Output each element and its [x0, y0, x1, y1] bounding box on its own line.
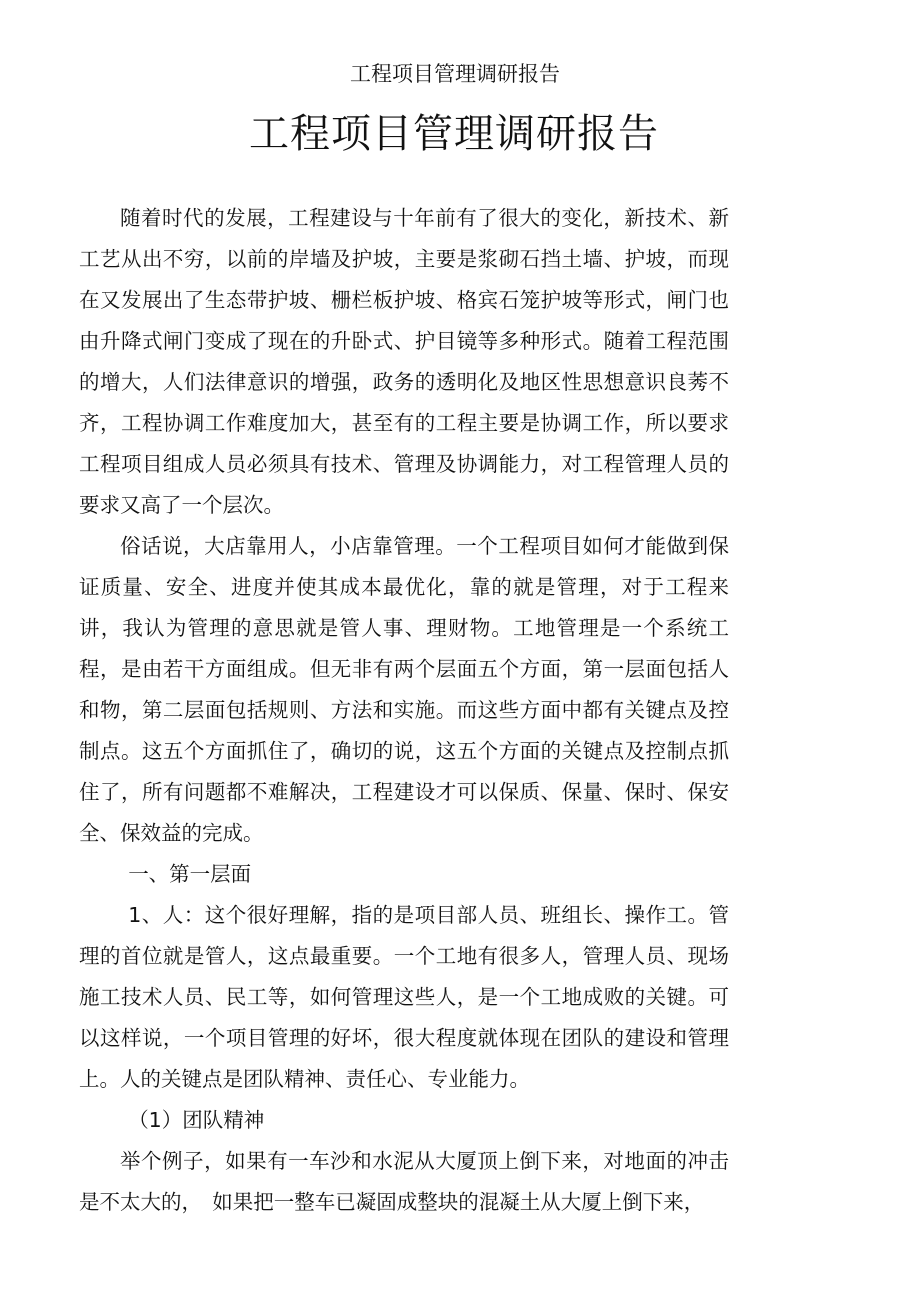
subsection-heading-team-spirit: （1）团队精神	[128, 1108, 265, 1132]
document-title: 工程项目管理调研报告	[249, 111, 659, 157]
paragraph-people: 1、人：这个很好理解，指的是项目部人员、班组长、操作工。管理的首位就是管人，这点最重要。一个工地有很多人，管理人员、现场施工技术人员、民工等，如何管理这些人，是一个工地成败的关键。可以这样说，一个项目管理的好坏，很大程度就体现在团队的建设和管理上。人的关键点是团队精神、责任心、专业能力。	[79, 903, 729, 1091]
document-body	[79, 198, 729, 1223]
paragraph-example: 举个例子，如果有一车沙和水泥从大厦顶上倒下来，对地面的冲击是不太大的， 如果把一整车已凝固成整块的混凝土从大厦上倒下来，	[79, 1149, 729, 1214]
paragraph-intro: 随着时代的发展，工程建设与十年前有了很大的变化，新技术、新工艺从出不穷，以前的岸墙及护坡，主要是浆砌石挡土墙、护坡，而现在又发展出了生态带护坡、栅栏板护坡、格宾石笼护坡等形式，闸门也由升降式闸门变成了现在的升卧式、护目镜等多种形式。随着工程范围的增大，人们法律意识的增强，政务的透明化及地区性思想意识良莠不齐，工程协调工作难度加大，甚至有的工程主要是协调工作，所以要求工程项目组成人员必须具有技术、管理及协调能力，对工程管理人员的要求又高了一个层次。	[79, 206, 729, 517]
running-header: 工程项目管理调研报告	[350, 62, 560, 86]
paragraph-management: 俗话说，大店靠用人，小店靠管理。一个工程项目如何才能做到保证质量、安全、进度并使其成本最优化，靠的就是管理，对于工程来讲，我认为管理的意思就是管人事、理财物。工地管理是一个系统工程，是由若干方面组成。但无非有两个层面五个方面，第一层面包括人和物，第二层面包括规则、方法和实施。而这些方面中都有关键点及控制点。这五个方面抓住了，确切的说，这五个方面的关键点及控制点抓住了，所有问题都不难解决，工程建设才可以保质、保量、保时、保安全、保效益的完成。	[79, 534, 729, 845]
section-heading-first-level: 一、第一层面	[128, 862, 252, 886]
